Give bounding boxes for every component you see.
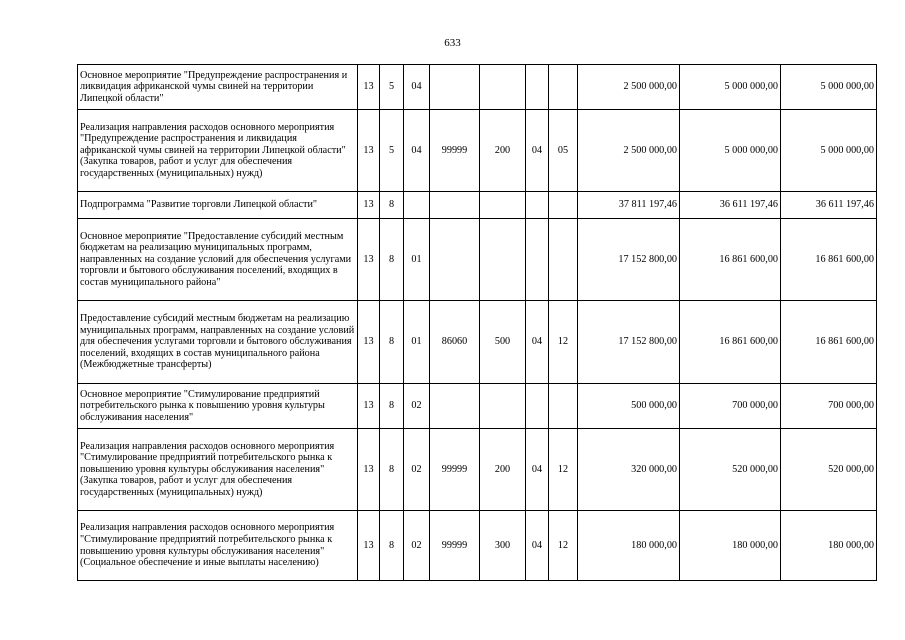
section-code: 04: [526, 429, 549, 511]
subprogram-code: 5: [380, 65, 404, 110]
direction-code: 99999: [430, 110, 480, 192]
amount-year-2: 700 000,00: [680, 384, 781, 429]
table-row: [78, 219, 877, 301]
section-code: [526, 219, 549, 301]
amount-year-2: 16 861 600,00: [680, 301, 781, 384]
program-code: 13: [358, 65, 380, 110]
program-code: 13: [358, 110, 380, 192]
section-code: 04: [526, 110, 549, 192]
expense-type-code: 200: [480, 110, 526, 192]
amount-year-1: 2 500 000,00: [578, 65, 680, 110]
amount-year-1: 500 000,00: [578, 384, 680, 429]
amount-year-2: 5 000 000,00: [680, 65, 781, 110]
expense-type-code: [480, 219, 526, 301]
direction-code: [430, 219, 480, 301]
amount-year-3: 5 000 000,00: [781, 65, 877, 110]
direction-code: 86060: [430, 301, 480, 384]
direction-code: [430, 384, 480, 429]
amount-year-3: 16 861 600,00: [781, 219, 877, 301]
amount-year-3: 180 000,00: [781, 511, 877, 581]
page-number: 633: [444, 37, 461, 49]
table-row: [78, 65, 877, 110]
table-row: [78, 301, 877, 384]
subsection-code: 12: [549, 429, 578, 511]
expense-type-code: [480, 65, 526, 110]
subsection-code: 12: [549, 301, 578, 384]
subprogram-code: 8: [380, 192, 404, 219]
section-code: 04: [526, 301, 549, 384]
amount-year-3: 5 000 000,00: [781, 110, 877, 192]
expense-type-code: 200: [480, 429, 526, 511]
amount-year-1: 320 000,00: [578, 429, 680, 511]
event-code: 01: [404, 219, 430, 301]
subprogram-code: 8: [380, 429, 404, 511]
subprogram-code: 5: [380, 110, 404, 192]
section-code: [526, 192, 549, 219]
table-row: [78, 192, 877, 219]
program-code: 13: [358, 429, 380, 511]
event-code: 04: [404, 65, 430, 110]
table-row: [78, 429, 877, 511]
program-code: 13: [358, 384, 380, 429]
amount-year-3: 520 000,00: [781, 429, 877, 511]
event-code: 02: [404, 511, 430, 581]
direction-code: [430, 65, 480, 110]
expense-type-code: 500: [480, 301, 526, 384]
row-description: Основное мероприятие "Предоставление субсидий местным бюджетам на реализацию муниципальных программ, направленных на создание условий для обеспечения услугами торговли и бытового обслуживания поселений, входящих в состав муниципального района": [78, 219, 358, 301]
section-code: [526, 384, 549, 429]
amount-year-2: 520 000,00: [680, 429, 781, 511]
event-code: 01: [404, 301, 430, 384]
event-code: 02: [404, 429, 430, 511]
row-description: Подпрограмма "Развитие торговли Липецкой области": [78, 192, 358, 219]
program-code: 13: [358, 511, 380, 581]
direction-code: [430, 192, 480, 219]
table-row: [78, 384, 877, 429]
subsection-code: [549, 192, 578, 219]
budget-table: [77, 64, 877, 581]
amount-year-1: 180 000,00: [578, 511, 680, 581]
amount-year-3: 36 611 197,46: [781, 192, 877, 219]
row-description: Реализация направления расходов основного мероприятия "Стимулирование предприятий потребительского рынка к повышению уровня культуры обслуживания населения" (Закупка товаров, работ и услуг для обеспечения государственных (муниципальных) нужд): [78, 429, 358, 511]
event-code: [404, 192, 430, 219]
section-code: [526, 65, 549, 110]
row-description: Основное мероприятие "Стимулирование предприятий потребительского рынка к повышению уровня культуры обслуживания населения": [78, 384, 358, 429]
direction-code: 99999: [430, 511, 480, 581]
amount-year-1: 17 152 800,00: [578, 219, 680, 301]
amount-year-1: 37 811 197,46: [578, 192, 680, 219]
amount-year-1: 17 152 800,00: [578, 301, 680, 384]
program-code: 13: [358, 192, 380, 219]
amount-year-2: 180 000,00: [680, 511, 781, 581]
expense-type-code: [480, 384, 526, 429]
amount-year-3: 16 861 600,00: [781, 301, 877, 384]
subprogram-code: 8: [380, 301, 404, 384]
program-code: 13: [358, 301, 380, 384]
direction-code: 99999: [430, 429, 480, 511]
amount-year-2: 5 000 000,00: [680, 110, 781, 192]
table-row: [78, 511, 877, 581]
table-row: [78, 110, 877, 192]
amount-year-1: 2 500 000,00: [578, 110, 680, 192]
amount-year-2: 16 861 600,00: [680, 219, 781, 301]
row-description: Реализация направления расходов основного мероприятия "Стимулирование предприятий потребительского рынка к повышению уровня культуры обслуживания населения" (Социальное обеспечение и иные выплаты населению): [78, 511, 358, 581]
row-description: Основное мероприятие "Предупреждение распространения и ликвидация африканской чумы свиней на территории Липецкой области": [78, 65, 358, 110]
program-code: 13: [358, 219, 380, 301]
amount-year-3: 700 000,00: [781, 384, 877, 429]
subprogram-code: 8: [380, 511, 404, 581]
subprogram-code: 8: [380, 384, 404, 429]
event-code: 02: [404, 384, 430, 429]
expense-type-code: 300: [480, 511, 526, 581]
subprogram-code: 8: [380, 219, 404, 301]
row-description: Предоставление субсидий местным бюджетам на реализацию муниципальных программ, направленных на создание условий для обеспечения услугами торговли и бытового обслуживания поселений, входящих в состав муниципального района (Межбюджетные трансферты): [78, 301, 358, 384]
amount-year-2: 36 611 197,46: [680, 192, 781, 219]
event-code: 04: [404, 110, 430, 192]
subsection-code: [549, 219, 578, 301]
subsection-code: [549, 384, 578, 429]
subsection-code: 05: [549, 110, 578, 192]
subsection-code: 12: [549, 511, 578, 581]
expense-type-code: [480, 192, 526, 219]
subsection-code: [549, 65, 578, 110]
section-code: 04: [526, 511, 549, 581]
row-description: Реализация направления расходов основного мероприятия "Предупреждение распространения и ликвидация африканской чумы свиней на территории Липецкой области" (Закупка товаров, работ и услуг для обеспечения государственных (муниципальных) нужд): [78, 110, 358, 192]
